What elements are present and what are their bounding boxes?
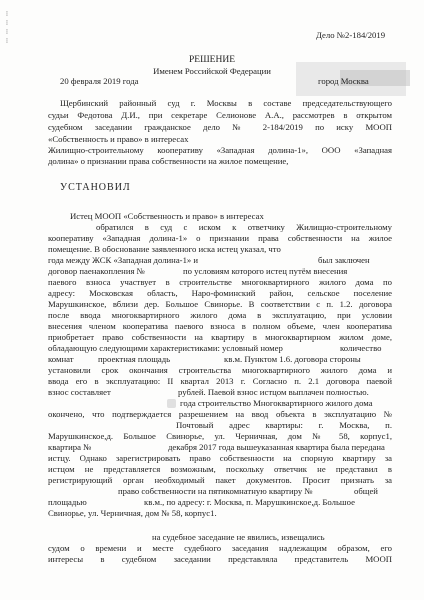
intro-line: Щербинский районный суд г. Москвы в составе председательствующего <box>60 98 392 108</box>
body-line: года строительство Многоквартирного жилого дома <box>180 398 373 408</box>
document-title: РЕШЕНИЕ <box>189 55 235 65</box>
body-line: истцу. Однако зарегистрировать право собственности на спорную квартиру за <box>48 453 392 463</box>
body-line: регистрирующий орган необходимый пакет документов. Просит признать за <box>48 475 392 485</box>
body-line: декабря 2017 года вышеуказанная квартира была передана <box>168 442 385 452</box>
body-line: взнос составляет <box>48 387 111 397</box>
body-line: Почтовый адрес квартиры: г. Москва, п. <box>176 420 392 430</box>
decision-date: 20 февраля 2019 года <box>60 76 139 86</box>
body-line: площадью <box>48 497 87 507</box>
body-line: договор паенакопления № <box>48 266 145 276</box>
margin-binding-marks: ⁞ ⁞ ⁞ ⁞ <box>6 10 8 45</box>
body-line: на судебное заседание не явились, извещались <box>152 532 325 542</box>
section-heading: УСТАНОВИЛ <box>60 182 131 193</box>
body-line: обладающую следующими характеристиками: условный номер <box>48 343 283 353</box>
body-line: Марушкинское,д. Большое Свинорье, ул. Черничная, дом № 58, корпус1, <box>48 431 392 441</box>
body-line: рублей. Паевой взнос истцом выплачен полностью. <box>178 387 369 397</box>
body-line: внесения членом кооператива паевого взноса в полном объеме, член кооператива <box>48 321 392 331</box>
body-line: года между ЖСК «Западная долина-1» и <box>48 255 199 265</box>
body-line: кв.м. Пунктом 1.6. договора стороны <box>224 354 361 364</box>
body-line: проектная площадь <box>98 354 171 364</box>
body-line: по условиям которого истец путём внесения <box>183 266 348 276</box>
document-subtitle: Именем Российской Федерации <box>153 66 271 76</box>
body-line: кв.м., по адресу: г. Москва, п. Марушкинское,д. Большое <box>144 497 355 507</box>
body-line: комнат <box>48 354 74 364</box>
body-line: квартира № <box>48 442 92 452</box>
decision-city: город Москва <box>318 76 369 86</box>
body-line: паевого взноса участвует в строительстве многоквартирного жилого дома по <box>48 277 392 287</box>
body-line: судом о времени и месте судебного заседания надлежащим образом, его <box>48 543 392 553</box>
intro-line: долина» о признании права собственности на жилое помещение, <box>48 156 289 166</box>
intro-line: «Собственность и право» в интересах <box>48 134 189 144</box>
body-line: количество <box>340 343 382 353</box>
body-line: кооперативу «Западная долина-1» о признании права собственности на жилое <box>48 233 392 243</box>
body-line: приобретает право собственности на квартиру в многоквартирном жилом доме, <box>48 332 392 342</box>
body-line: ввода его в эксплуатацию: II квартал 2013 г. Согласно п. 2.1 договора паевой <box>48 376 392 386</box>
body-line: общей <box>354 486 378 496</box>
body-line: интересы в судебном заседании представляла представитель МООП <box>48 554 392 564</box>
body-line: право собственности на пятикомнатную квартиру № <box>118 486 313 496</box>
body-line: установили срок окончания строительства многоквартирного жилого дома и <box>48 365 392 375</box>
intro-line: судебном заседании гражданское дело № 2-184/2019 по иску МООП <box>48 122 392 132</box>
body-line: Марушкинское, вблизи дер. Большое Свинорье. В соответствии с п. 1.2. договора <box>48 299 392 309</box>
intro-line: судьи Федотова Д.И., при секретаре Селионове А.А., рассмотрев в открытом <box>48 110 392 120</box>
body-line: адресу: Московская область, Наро-фоминский район, сельское поселение <box>48 288 392 298</box>
intro-line: Жилищно-строительному кооперативу «Западная долина-1», ООО «Западная <box>48 145 392 155</box>
body-line: истцом не представляется возможным, поскольку ответчик не представил в <box>48 464 392 474</box>
body-line: помещение. В обоснование заявленного иска истец указал, что <box>48 244 281 254</box>
body-line: после ввода многоквартирного жилого дома в эксплуатацию, при условии <box>48 310 392 320</box>
redaction-blot <box>167 399 176 408</box>
body-line: окончено, что подтверждается разрешением на ввод объекта в эксплуатацию № <box>48 409 392 419</box>
body-line: был заключен <box>318 255 370 265</box>
body-line: обратился в суд с иском к ответчику Жилищно-строительному <box>96 222 392 232</box>
body-line: Свинорье, ул. Черничная, дом № 58, корпус1. <box>48 508 217 518</box>
case-number: Дело №2-184/2019 <box>316 30 386 40</box>
body-line: Истец МООП «Собственность и право» в интересах <box>70 211 264 221</box>
